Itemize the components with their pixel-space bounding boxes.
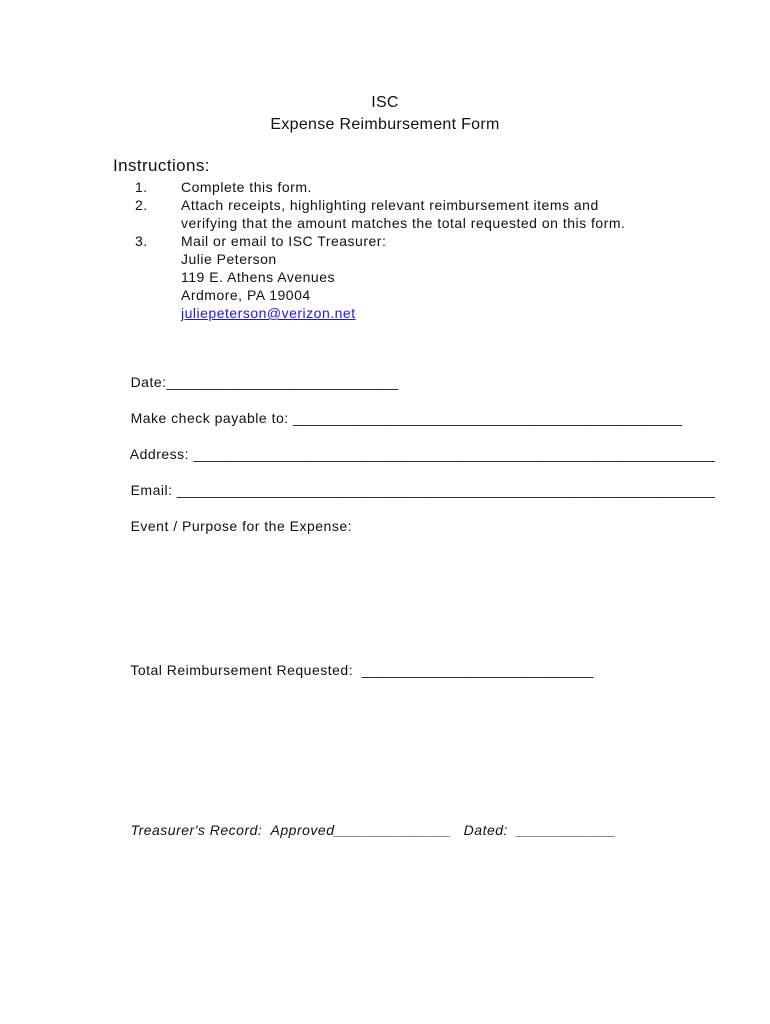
instruction-item-2 <box>113 196 673 232</box>
total-field <box>113 646 594 694</box>
instruction-text: Complete this form. <box>181 179 312 195</box>
total-blank[interactable]: ____________________________ <box>361 662 594 678</box>
form-header <box>0 92 770 136</box>
instruction-item-1 <box>113 178 673 196</box>
date-blank[interactable]: ____________________________ <box>166 374 399 390</box>
treasurer-email-link[interactable]: juliepeterson@verizon.net <box>181 305 356 321</box>
email-blank[interactable]: _________________________________________________________________ <box>176 482 716 498</box>
org-name: ISC <box>371 94 399 111</box>
form-title: Expense Reimbursement Form <box>270 116 500 133</box>
purpose-field <box>113 502 352 550</box>
dated-label: Dated: <box>450 822 517 838</box>
date-label: Date: <box>130 374 167 390</box>
instruction-number: 2. <box>135 197 148 213</box>
address-label: Address: <box>129 446 194 462</box>
treasurer-record <box>113 806 616 854</box>
instruction-number: 1. <box>135 179 148 195</box>
instruction-text: Mail or email to ISC Treasurer: <box>181 233 387 249</box>
address-blank[interactable]: _______________________________________________________________ <box>193 446 716 462</box>
instruction-item-3 <box>113 232 673 322</box>
approved-blank[interactable]: ______________ <box>334 822 451 838</box>
instructions-heading: Instructions: <box>113 156 210 175</box>
payable-label: Make check payable to: <box>130 410 294 426</box>
email-label: Email: <box>130 482 177 498</box>
instruction-text: verifying that the amount matches the total requested on this form. <box>181 215 626 231</box>
payable-blank[interactable]: _______________________________________________ <box>293 410 683 426</box>
dated-blank[interactable]: ____________ <box>516 822 617 838</box>
treasurer-city: Ardmore, PA 19004 <box>181 287 311 303</box>
total-label: Total Reimbursement Requested: <box>130 662 362 678</box>
instruction-text: Attach receipts, highlighting relevant reimbursement items and <box>181 197 599 213</box>
instruction-number: 3. <box>135 233 148 249</box>
treasurer-street: 119 E. Athens Avenues <box>181 269 335 285</box>
instructions-list <box>113 178 673 322</box>
treasurer-record-label: Treasurer's Record: Approved <box>130 822 335 838</box>
purpose-label: Event / Purpose for the Expense: <box>130 518 353 534</box>
treasurer-name: Julie Peterson <box>181 251 277 267</box>
